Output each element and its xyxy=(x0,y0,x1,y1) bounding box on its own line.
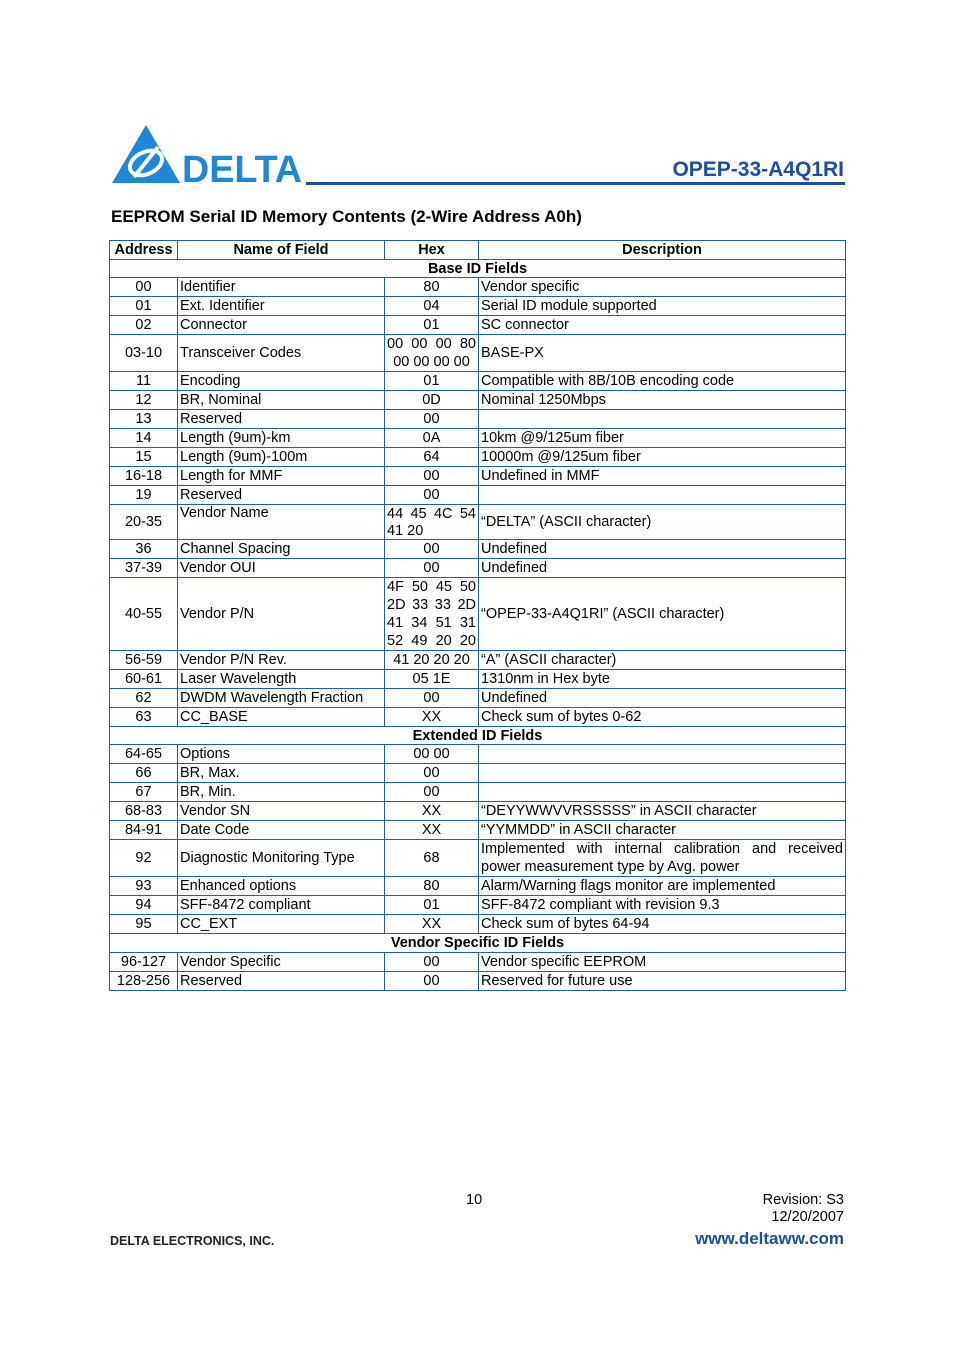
table-row xyxy=(110,840,846,877)
hex-line: 00 xyxy=(423,765,440,782)
cell-address: 92 xyxy=(110,840,178,877)
table-row xyxy=(110,877,846,896)
cell-field-name: Length (9um)-100m xyxy=(178,448,385,467)
cell-description: Undefined xyxy=(479,540,846,559)
cell-hex xyxy=(385,448,479,467)
cell-hex xyxy=(385,708,479,727)
revision-date: 12/20/2007 xyxy=(771,1209,844,1225)
cell-address: 96-127 xyxy=(110,952,178,971)
table-body xyxy=(110,260,846,991)
hex-line: 44 45 4C 54 xyxy=(387,506,476,523)
hex-line: XX xyxy=(421,822,442,839)
table-row xyxy=(110,429,846,448)
table-row xyxy=(110,783,846,802)
cell-description: 10000m @9/125um fiber xyxy=(479,448,846,467)
cell-field-name: Channel Spacing xyxy=(178,540,385,559)
table-row xyxy=(110,372,846,391)
table-row xyxy=(110,391,846,410)
cell-address: 93 xyxy=(110,877,178,896)
cell-hex xyxy=(385,297,479,316)
table-row xyxy=(110,578,846,651)
cell-field-name: CC_EXT xyxy=(178,915,385,934)
header-rule xyxy=(306,182,845,185)
hex-line: 05 1E xyxy=(412,671,451,688)
cell-field-name: Options xyxy=(178,745,385,764)
cell-description: Undefined in MMF xyxy=(479,467,846,486)
cell-description: “OPEP-33-A4Q1RI” (ASCII character) xyxy=(479,578,846,651)
hex-line: 41 34 51 31 xyxy=(387,615,476,632)
cell-address: 01 xyxy=(110,297,178,316)
cell-hex xyxy=(385,410,479,429)
cell-field-name: Reserved xyxy=(178,971,385,990)
cell-address: 60-61 xyxy=(110,670,178,689)
table-row xyxy=(110,802,846,821)
cell-description: 10km @9/125um fiber xyxy=(479,429,846,448)
hex-line: 00 xyxy=(423,487,440,504)
cell-address: 128-256 xyxy=(110,971,178,990)
table-row xyxy=(110,651,846,670)
hex-line: 00 00 00 80 xyxy=(387,336,476,353)
group-row xyxy=(110,260,846,278)
table-header-row xyxy=(110,241,846,260)
cell-field-name: BR, Min. xyxy=(178,783,385,802)
cell-address: 66 xyxy=(110,764,178,783)
cell-hex xyxy=(385,745,479,764)
cell-description: Implemented with internal calibration and received power measurement type by Avg. power xyxy=(479,840,846,877)
cell-address: 11 xyxy=(110,372,178,391)
cell-description: Compatible with 8B/10B encoding code xyxy=(479,372,846,391)
website-link[interactable]: www.deltaww.com xyxy=(695,1229,844,1248)
table-row xyxy=(110,559,846,578)
group-row xyxy=(110,727,846,745)
cell-field-name: Vendor Name xyxy=(178,505,385,540)
table-row xyxy=(110,689,846,708)
hex-line: 4F 50 45 50 xyxy=(387,579,476,596)
cell-field-name: Identifier xyxy=(178,278,385,297)
cell-field-name: Vendor Specific xyxy=(178,952,385,971)
cell-description xyxy=(479,486,846,505)
cell-hex xyxy=(385,578,479,651)
hex-line: 64 xyxy=(423,449,440,466)
cell-field-name: BR, Nominal xyxy=(178,391,385,410)
cell-hex xyxy=(385,316,479,335)
group-title: Extended ID Fields xyxy=(110,727,846,745)
table-row xyxy=(110,316,846,335)
table-row xyxy=(110,821,846,840)
cell-address: 40-55 xyxy=(110,578,178,651)
cell-hex xyxy=(385,372,479,391)
cell-hex xyxy=(385,467,479,486)
cell-field-name: Encoding xyxy=(178,372,385,391)
cell-address: 03-10 xyxy=(110,335,178,372)
hex-line: 00 xyxy=(423,560,440,577)
hex-line: 41 20 xyxy=(387,523,424,540)
cell-address: 84-91 xyxy=(110,821,178,840)
cell-field-name: SFF-8472 compliant xyxy=(178,896,385,915)
hex-line: XX xyxy=(421,803,442,820)
cell-address: 15 xyxy=(110,448,178,467)
cell-hex xyxy=(385,559,479,578)
cell-description: Undefined xyxy=(479,559,846,578)
table-row xyxy=(110,335,846,372)
company-name: DELTA ELECTRONICS, INC. xyxy=(110,1234,275,1248)
cell-hex xyxy=(385,278,479,297)
cell-hex xyxy=(385,802,479,821)
table-row xyxy=(110,745,846,764)
logo-wordmark: DELTA xyxy=(182,149,302,185)
table-row xyxy=(110,915,846,934)
cell-field-name: Length (9um)-km xyxy=(178,429,385,448)
cell-field-name: Ext. Identifier xyxy=(178,297,385,316)
cell-hex xyxy=(385,689,479,708)
hex-line: 00 xyxy=(423,972,440,989)
cell-description: “DEYYWWVVRSSSSS” in ASCII character xyxy=(479,802,846,821)
cell-field-name: Vendor P/N Rev. xyxy=(178,651,385,670)
cell-hex xyxy=(385,335,479,372)
eeprom-table xyxy=(109,240,846,991)
table-row xyxy=(110,896,846,915)
table-row xyxy=(110,764,846,783)
hex-line: 2D 33 33 2D xyxy=(387,597,476,614)
cell-hex xyxy=(385,391,479,410)
cell-hex xyxy=(385,540,479,559)
cell-address: 62 xyxy=(110,689,178,708)
table-row xyxy=(110,505,846,540)
hex-line: 41 20 20 20 xyxy=(393,652,470,669)
cell-address: 19 xyxy=(110,486,178,505)
group-title: Base ID Fields xyxy=(110,260,846,278)
cell-address: 13 xyxy=(110,410,178,429)
cell-description: Reserved for future use xyxy=(479,971,846,990)
delta-logo xyxy=(110,123,305,185)
cell-field-name: CC_BASE xyxy=(178,708,385,727)
cell-hex xyxy=(385,764,479,783)
hex-line: 52 49 20 20 xyxy=(387,633,476,650)
cell-address: 36 xyxy=(110,540,178,559)
header-description: Description xyxy=(479,241,846,260)
table-row xyxy=(110,670,846,689)
cell-field-name: BR, Max. xyxy=(178,764,385,783)
cell-description xyxy=(479,410,846,429)
hex-line: 01 xyxy=(423,897,440,914)
cell-description: “DELTA” (ASCII character) xyxy=(479,505,846,540)
cell-field-name: Date Code xyxy=(178,821,385,840)
hex-line: 0A xyxy=(422,430,441,447)
hex-line: 00 xyxy=(423,784,440,801)
header-name: Name of Field xyxy=(178,241,385,260)
cell-description xyxy=(479,745,846,764)
table-row xyxy=(110,486,846,505)
cell-description: Serial ID module supported xyxy=(479,297,846,316)
cell-description: Nominal 1250Mbps xyxy=(479,391,846,410)
hex-line: 01 xyxy=(423,317,440,334)
revision-block xyxy=(763,1192,844,1226)
section-title: EEPROM Serial ID Memory Contents (2-Wire Address A0h) xyxy=(111,207,582,226)
cell-address: 00 xyxy=(110,278,178,297)
cell-address: 67 xyxy=(110,783,178,802)
revision-label: Revision: S3 xyxy=(762,1192,844,1208)
cell-field-name: Vendor P/N xyxy=(178,578,385,651)
cell-description: BASE-PX xyxy=(479,335,846,372)
hex-line: 68 xyxy=(423,850,440,867)
cell-address: 63 xyxy=(110,708,178,727)
cell-hex xyxy=(385,952,479,971)
cell-description: 1310nm in Hex byte xyxy=(479,670,846,689)
hex-line: 0D xyxy=(422,392,441,409)
table-row xyxy=(110,448,846,467)
cell-address: 37-39 xyxy=(110,559,178,578)
table-row xyxy=(110,708,846,727)
cell-description: Check sum of bytes 64-94 xyxy=(479,915,846,934)
delta-triangle-icon xyxy=(112,125,180,183)
cell-hex xyxy=(385,486,479,505)
cell-field-name: DWDM Wavelength Fraction xyxy=(178,689,385,708)
hex-line: 01 xyxy=(423,373,440,390)
cell-hex xyxy=(385,840,479,877)
hex-line: 00 00 00 00 xyxy=(393,354,470,371)
table-row xyxy=(110,297,846,316)
cell-field-name: Vendor OUI xyxy=(178,559,385,578)
hex-line: 00 xyxy=(423,690,440,707)
cell-address: 95 xyxy=(110,915,178,934)
cell-hex xyxy=(385,670,479,689)
header-address: Address xyxy=(110,241,178,260)
cell-address: 94 xyxy=(110,896,178,915)
hex-line: XX xyxy=(421,709,442,726)
cell-field-name: Length for MMF xyxy=(178,467,385,486)
cell-address: 56-59 xyxy=(110,651,178,670)
model-number: OPEP-33-A4Q1RI xyxy=(672,158,844,181)
cell-description: Vendor specific EEPROM xyxy=(479,952,846,971)
cell-hex xyxy=(385,915,479,934)
cell-field-name: Reserved xyxy=(178,486,385,505)
hex-line: 80 xyxy=(423,878,440,895)
hex-line: 00 xyxy=(423,541,440,558)
hex-line: 80 xyxy=(423,279,440,296)
cell-hex xyxy=(385,783,479,802)
cell-description xyxy=(479,764,846,783)
hex-line: 00 00 xyxy=(413,746,450,763)
cell-address: 14 xyxy=(110,429,178,448)
cell-hex xyxy=(385,971,479,990)
table-row xyxy=(110,952,846,971)
cell-address: 20-35 xyxy=(110,505,178,540)
cell-address: 12 xyxy=(110,391,178,410)
cell-hex xyxy=(385,429,479,448)
hex-line: 00 xyxy=(423,411,440,428)
cell-field-name: Laser Wavelength xyxy=(178,670,385,689)
cell-field-name: Reserved xyxy=(178,410,385,429)
cell-description xyxy=(479,783,846,802)
cell-description: Alarm/Warning flags monitor are implemented xyxy=(479,877,846,896)
hex-line: 04 xyxy=(423,298,440,315)
cell-field-name: Transceiver Codes xyxy=(178,335,385,372)
cell-description: “YYMMDD” in ASCII character xyxy=(479,821,846,840)
table-row xyxy=(110,467,846,486)
group-title: Vendor Specific ID Fields xyxy=(110,934,846,952)
cell-address: 64-65 xyxy=(110,745,178,764)
cell-field-name: Connector xyxy=(178,316,385,335)
cell-hex xyxy=(385,877,479,896)
table-row xyxy=(110,278,846,297)
group-row xyxy=(110,934,846,952)
cell-hex xyxy=(385,505,479,540)
cell-address: 16-18 xyxy=(110,467,178,486)
cell-description: Check sum of bytes 0-62 xyxy=(479,708,846,727)
cell-field-name: Diagnostic Monitoring Type xyxy=(178,840,385,877)
hex-line: 00 xyxy=(423,468,440,485)
hex-line: XX xyxy=(421,916,442,933)
table-row xyxy=(110,971,846,990)
table-row xyxy=(110,410,846,429)
hex-line: 00 xyxy=(423,953,440,970)
cell-hex xyxy=(385,651,479,670)
cell-field-name: Vendor SN xyxy=(178,802,385,821)
cell-description: SFF-8472 compliant with revision 9.3 xyxy=(479,896,846,915)
header-hex: Hex xyxy=(385,241,479,260)
cell-description: “A” (ASCII character) xyxy=(479,651,846,670)
cell-description: Vendor specific xyxy=(479,278,846,297)
cell-address: 02 xyxy=(110,316,178,335)
cell-hex xyxy=(385,821,479,840)
cell-field-name: Enhanced options xyxy=(178,877,385,896)
cell-hex xyxy=(385,896,479,915)
cell-description: Undefined xyxy=(479,689,846,708)
page-number: 10 xyxy=(466,1192,483,1208)
table-row xyxy=(110,540,846,559)
cell-address: 68-83 xyxy=(110,802,178,821)
cell-description: SC connector xyxy=(479,316,846,335)
